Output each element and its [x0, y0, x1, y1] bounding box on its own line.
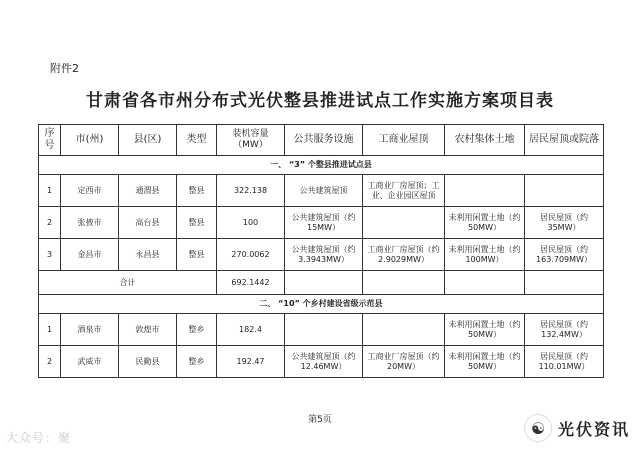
cell-seq: 3 [39, 239, 61, 271]
cell-public: 公共建筑屋顶（约12.46MW） [285, 346, 363, 378]
attachment-label: 附件2 [50, 62, 79, 75]
cell-industrial [363, 207, 445, 239]
cell-industrial [363, 314, 445, 346]
total-label: 合计 [39, 271, 217, 295]
cell-residential: 居民屋顶（约35MW） [525, 207, 604, 239]
cell-capacity: 192.47 [217, 346, 285, 378]
cell-industrial [363, 271, 445, 295]
cell-capacity: 182.4 [217, 314, 285, 346]
cell-rural: 未利用闲置土地（约50MW） [445, 346, 525, 378]
cell-county: 敦煌市 [119, 314, 177, 346]
cell-city: 定西市 [61, 175, 119, 207]
header-type: 类型 [177, 125, 217, 156]
cell-county: 通渭县 [119, 175, 177, 207]
cell-type: 整乡 [177, 346, 217, 378]
header-rural: 农村集体土地 [445, 125, 525, 156]
cell-capacity: 322.138 [217, 175, 285, 207]
header-capacity: 装机容量（MW） [217, 125, 285, 156]
section-row [39, 295, 604, 314]
watermark-right [524, 414, 630, 442]
cell-city: 酒泉市 [61, 314, 119, 346]
cell-capacity: 270.0062 [217, 239, 285, 271]
header-city: 市(州) [61, 125, 119, 156]
watermark-right-text: 光伏资讯 [557, 419, 630, 439]
cell-type: 整乡 [177, 314, 217, 346]
section-row [39, 156, 604, 175]
cell-residential [525, 271, 604, 295]
cell-public: 公共建筑屋顶 [285, 175, 363, 207]
cell-type: 整县 [177, 175, 217, 207]
cell-public: 公共建筑屋顶（约15MW） [285, 207, 363, 239]
watermark-left: 大众号：聚 [6, 431, 72, 445]
cell-county: 高台县 [119, 207, 177, 239]
project-table [38, 124, 604, 378]
cell-seq: 1 [39, 314, 61, 346]
cell-city: 武威市 [61, 346, 119, 378]
cell-public [285, 271, 363, 295]
table-row [39, 175, 604, 207]
header-industrial: 工商业屋顶 [363, 125, 445, 156]
cell-public [285, 314, 363, 346]
total-capacity: 692.1442 [217, 271, 285, 295]
total-row [39, 271, 604, 295]
header-seq: 序号 [39, 125, 61, 156]
wechat-logo-icon: ☯ [524, 414, 552, 442]
header-public: 公共服务设施 [285, 125, 363, 156]
cell-industrial: 工商业厂房屋顶（约20MW） [363, 346, 445, 378]
cell-industrial: 工商业厂房屋顶；工业、企业园区屋顶 [363, 175, 445, 207]
cell-county: 永昌县 [119, 239, 177, 271]
table-row [39, 346, 604, 378]
cell-industrial: 工商业厂房屋顶（约2.9029MW） [363, 239, 445, 271]
table-row [39, 207, 604, 239]
header-county: 县(区) [119, 125, 177, 156]
cell-rural [445, 175, 525, 207]
section1-title: 一、 “3” 个整县推进试点县 [39, 156, 604, 175]
cell-rural: 未利用闲置土地（约50MW） [445, 207, 525, 239]
cell-public: 公共建筑屋顶（约3.3943MW） [285, 239, 363, 271]
cell-residential [525, 175, 604, 207]
table-row [39, 239, 604, 271]
cell-residential: 居民屋顶（约110.01MW） [525, 346, 604, 378]
table-header-row [39, 125, 604, 156]
cell-city: 金昌市 [61, 239, 119, 271]
document-title: 甘肃省各市州分布式光伏整县推进试点工作实施方案项目表 [86, 91, 554, 111]
cell-rural: 未利用闲置土地（约100MW） [445, 239, 525, 271]
cell-type: 整县 [177, 207, 217, 239]
section2-title: 二、 “10” 个乡村建设省级示范县 [39, 295, 604, 314]
page-number: 第5页 [308, 415, 332, 425]
table-row [39, 314, 604, 346]
cell-rural: 未利用闲置土地（约50MW） [445, 314, 525, 346]
header-residential: 居民屋顶或院落 [525, 125, 604, 156]
cell-capacity: 100 [217, 207, 285, 239]
cell-seq: 2 [39, 346, 61, 378]
cell-residential: 居民屋顶（约132.4MW） [525, 314, 604, 346]
cell-county: 民勤县 [119, 346, 177, 378]
cell-city: 张掖市 [61, 207, 119, 239]
cell-type: 整县 [177, 239, 217, 271]
cell-rural [445, 271, 525, 295]
cell-seq: 2 [39, 207, 61, 239]
cell-residential: 居民屋顶（约163.709MW） [525, 239, 604, 271]
cell-seq: 1 [39, 175, 61, 207]
